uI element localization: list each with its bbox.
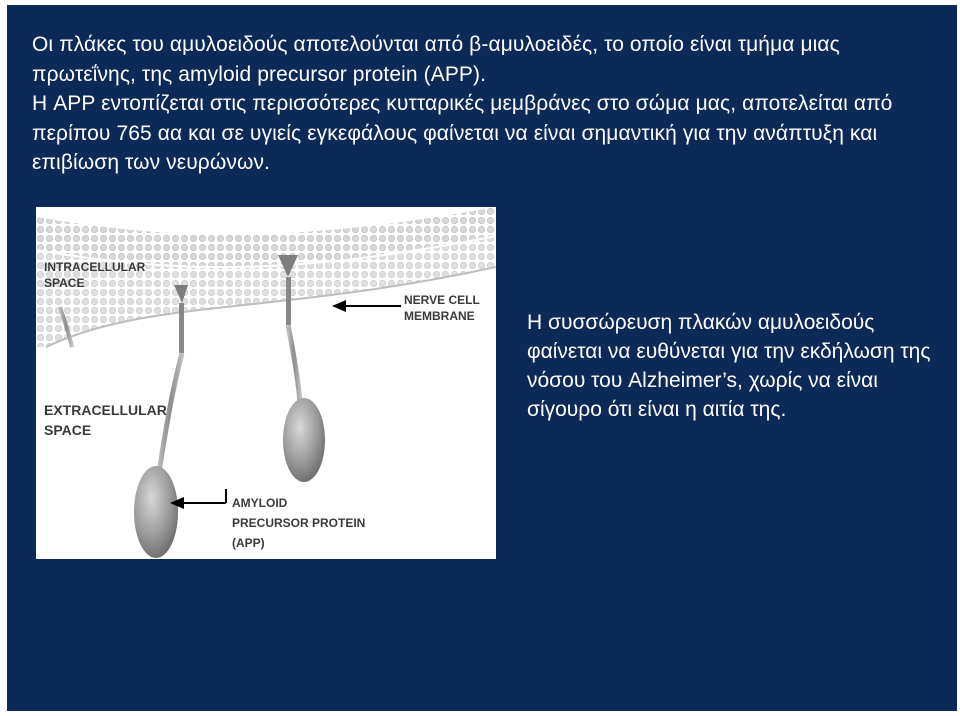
label-app-line1: AMYLOID [232,496,288,510]
intro-text [32,30,942,178]
cell-membrane [36,207,496,347]
label-extracellular-line1: EXTRACELLULAR [44,402,167,418]
intro-paragraph-app-function: Η APP εντοπίζεται στις περισσότερες κυτταρικές μεμβράνες στο σώμα μας, αποτελείται από περίπου 765 αα και σε υγιείς εγκεφάλους φαίνεται να είναι σημαντική για την ανάπτυξη και επιβίωση των νευρώνων. [32,92,893,174]
label-app-line2: PRECURSOR PROTEIN [232,516,366,530]
app-membrane-figure [36,207,496,559]
label-arrows [170,300,401,509]
label-intracellular-line1: INTRACELLULAR [44,260,146,274]
label-membrane-line2: MEMBRANE [404,309,475,323]
label-app-line3: (APP) [232,536,265,550]
slide-background [7,5,957,711]
side-text: Η συσσώρευση πλακών αμυλοειδούς φαίνεται να ευθύνεται για την εκδήλωση της νόσου του Alzheimer’s, χωρίς να είναι σίγουρο ότι είναι η αιτία της. [527,311,931,421]
app-membrane-illustration [36,207,496,559]
app-protein-left [134,285,188,558]
label-extracellular-line2: SPACE [44,422,92,438]
label-intracellular-line2: SPACE [44,276,85,290]
intro-paragraph-app-origin: Οι πλάκες του αμυλοειδούς αποτελούνται από β-αμυλοειδές, το οποίο είναι τμήμα μιας πρωτεΐνης, της amyloid precursor protein (APP). [32,33,840,86]
label-membrane-line1: NERVE CELL [404,293,480,307]
